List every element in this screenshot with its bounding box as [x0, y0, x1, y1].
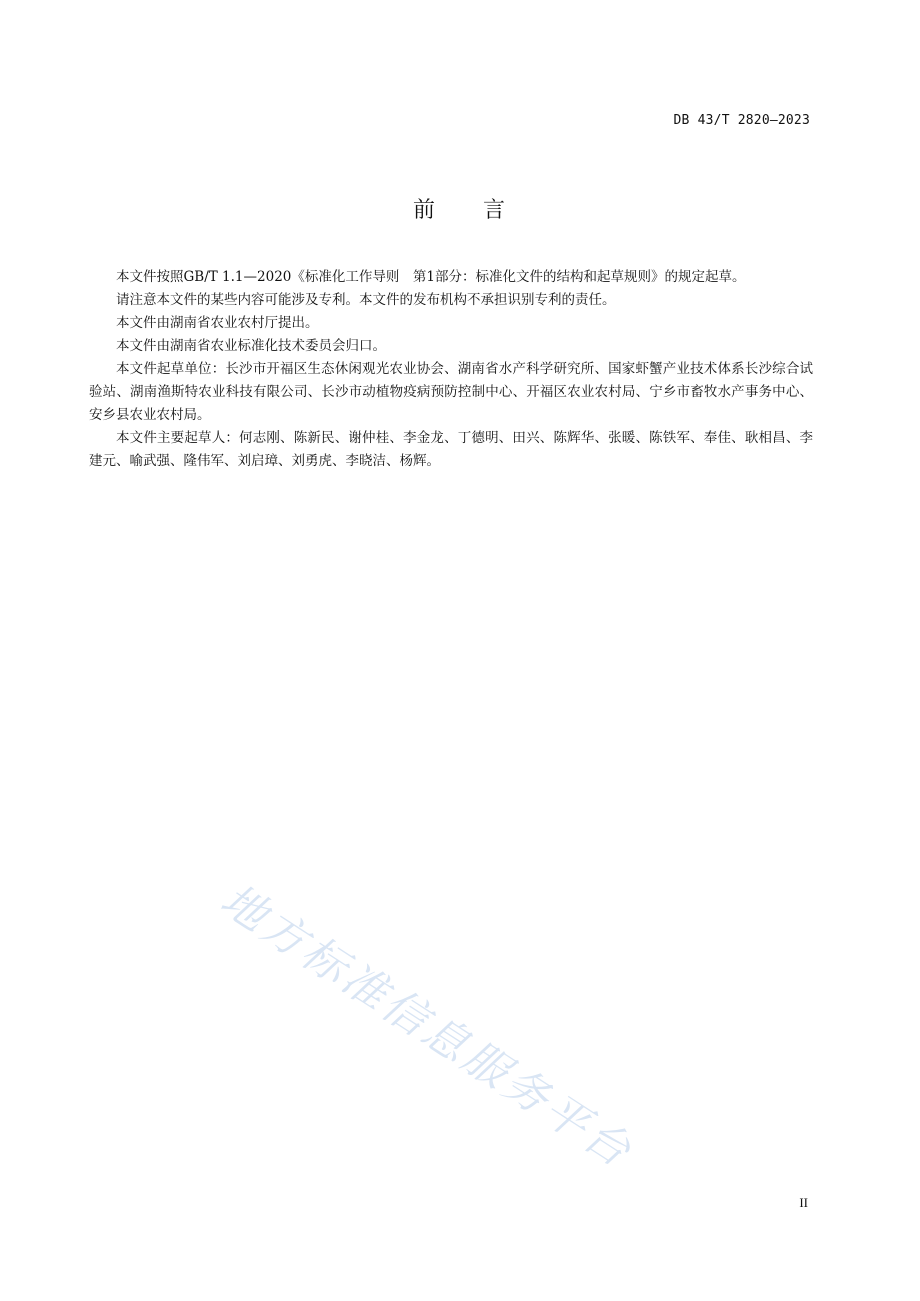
foreword-body — [89, 266, 813, 473]
document-code: DB 43/T 2820—2023 — [673, 113, 810, 128]
paragraph-proposer: 本文件由湖南省农业农村厅提出。 — [116, 315, 319, 331]
title-char-1: 前 — [412, 198, 437, 223]
paragraph-drafting-units: 本文件起草单位：长沙市开福区生态休闲观光农业协会、湖南省水产科学研究所、国家虾蟹产业技术体系长沙综合试验站、湖南渔斯特农业科技有限公司、长沙市动植物疫病预防控制中心、开福区农业农村局、宁乡市畜牧水产事务中心、安乡县农业农村局。 — [89, 361, 813, 423]
paragraph-patent-notice: 请注意本文件的某些内容可能涉及专利。本文件的发布机构不承担识别专利的责任。 — [116, 292, 616, 308]
paragraph-drafters: 本文件主要起草人：何志刚、陈新民、谢仲桂、李金龙、丁德明、田兴、陈辉华、张暖、陈铁军、奉佳、耿相昌、李建元、喻武强、隆伟军、刘启璋、刘勇虎、李晓洁、杨辉。 — [89, 430, 813, 469]
paragraph-committee: 本文件由湖南省农业标准化技术委员会归口。 — [116, 338, 386, 354]
page-title — [0, 193, 920, 224]
watermark: 地方标准信息服务平台 — [211, 874, 642, 1179]
paragraph-drafting-rules: 本文件按照GB/T 1.1—2020《标准化工作导则 第1部分：标准化文件的结构和起草规则》的规定起草。 — [116, 269, 746, 285]
page-number: II — [799, 1195, 808, 1210]
title-char-2: 言 — [483, 198, 508, 223]
